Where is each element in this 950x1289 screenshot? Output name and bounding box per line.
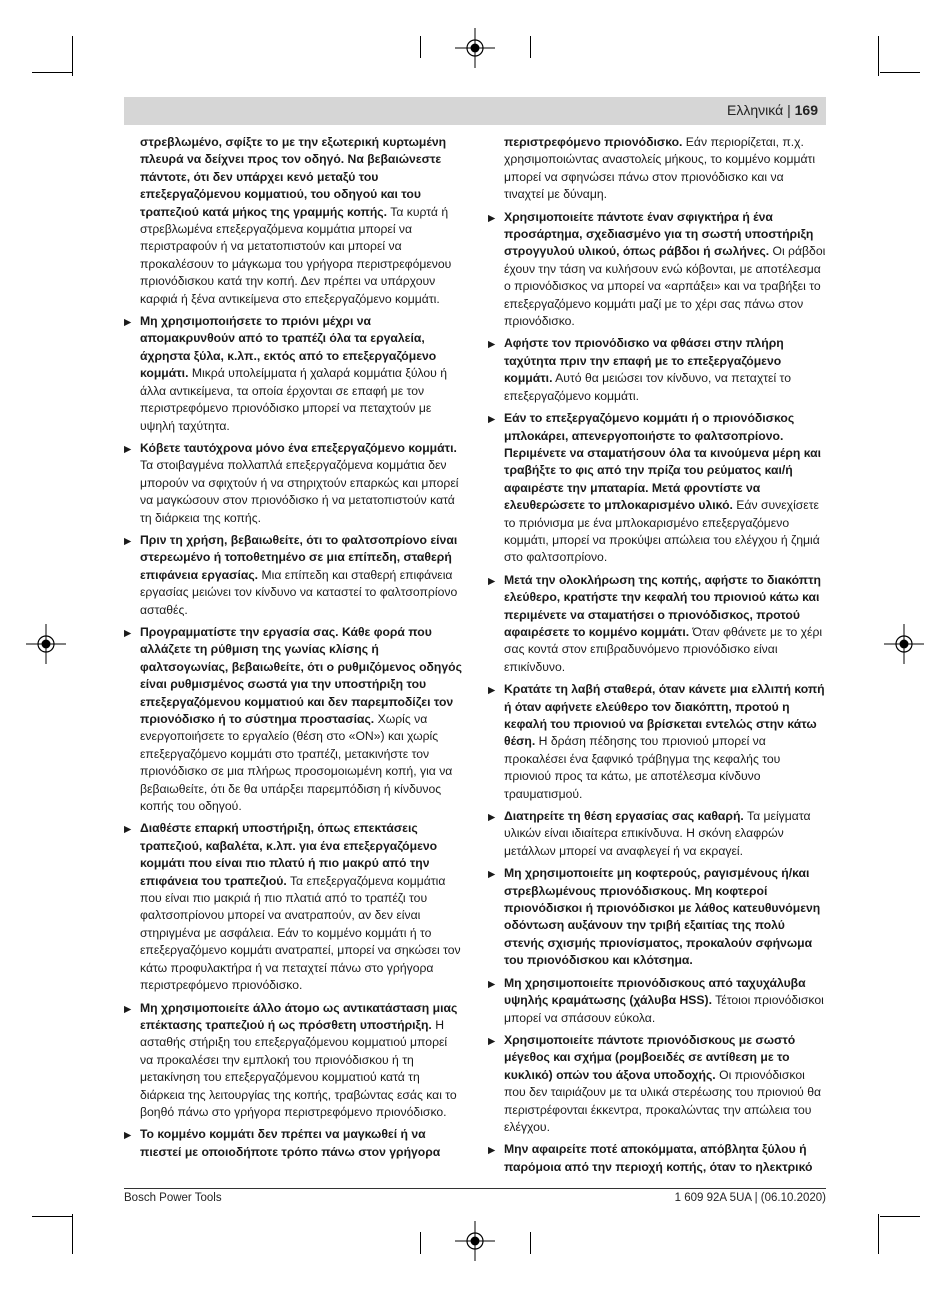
crop-mark-bottom-right-h xyxy=(880,1216,920,1217)
safety-instruction-item xyxy=(504,209,826,331)
instruction-explanation-text: Μια επίπεδη και σταθερή επιφάνεια εργασίας μειώνει τον κίνδυνο να καταστεί το φαλτσοπρίονο ασταθές. xyxy=(140,567,458,617)
instruction-bold-text: Χρησιμοποιείτε πάντοτε έναν σφιγκτήρα ή ένα προσάρτημα, σχεδιασμένο για τη σωστή υποστήριξη στρογγυλού υλικού, όπως ράβδοι ή σωλήνες. xyxy=(504,209,814,259)
safety-instruction-item xyxy=(504,681,826,803)
safety-instruction-continuation xyxy=(504,134,826,204)
instruction-bold-text: Μη χρησιμοποιείτε πριονόδισκους από ταχυχάλυβα υψηλής κραμάτωσης (χάλυβα HSS). xyxy=(504,975,806,1008)
instruction-bold-text: Εάν το επεξεργαζόμενο κομμάτι ή ο πριονόδισκος μπλοκάρει, απενεργοποιήστε το φαλτσοπρίονο. Περιμένετε να σταματήσουν όλα τα κινούμενα μέρη και τραβήξτε το φις από την πρίζα του ρεύματος και/ή αφαιρέστε την μπαταρία. Μετά φροντίστε να ελευθερώσετε το μπλοκαρισμένο υλικό. xyxy=(504,411,822,513)
instruction-bold-text: Κρατάτε τη λαβή σταθερά, όταν κάνετε μια ελλιπή κοπή ή όταν αφήνετε ελεύθερο τον διακόπτη, προτού η κεφαλή του πριονιού να βρίσκεται εντελώς στην κάτω θέση. xyxy=(504,682,825,749)
crop-mark-bottom-left-h xyxy=(32,1216,72,1217)
safety-instruction-item xyxy=(140,820,462,994)
instruction-bold-text: Διαθέστε επαρκή υποστήριξη, όπως επεκτάσεις τραπεζιού, καβαλέτα, κ.λπ. για ένα επεξεργαζόμενο κομμάτι που είναι πιο πλατύ ή πιο μακρύ από την επιφάνεια του τραπεζιού. xyxy=(140,821,438,888)
instruction-explanation-text: Μικρά υπολείμματα ή χαλαρά κομμάτια ξύλου ή άλλα αντικείμενα, τα οποία έρχονται σε επαφή με τον περιστρεφόμενο πριονόδισκο μπορεί να πεταχτούν με υψηλή ταχύτητα. xyxy=(140,366,448,433)
instruction-explanation-text: Η ασταθής στήριξη του επεξεργαζόμενου κομματιού μπορεί να προκαλέσει την εμπλοκή του πριονόδισκου ή τη μετακίνηση του επεξεργαζόμενου κομματιού κατά τη διάρκεια της λειτουργίας της κοπής, τραβώντας εσάς και το βοηθό πάνω στο γρήγορα περιστρεφόμενο πριονόδισκο. xyxy=(140,1017,457,1119)
instruction-explanation-text: Αυτό θα μειώσει τον κίνδυνο, να πεταχτεί το επεξεργαζόμενο κομμάτι. xyxy=(504,371,791,403)
crop-mark-bottom-center-v xyxy=(420,1232,421,1254)
safety-instruction-item xyxy=(504,1032,826,1136)
instruction-bold-text: Μη χρησιμοποιείτε άλλο άτομο ως αντικατάσταση μιας επέκτασης τραπεζιού ή ως πρόσθετη υποστήριξη. xyxy=(140,1000,458,1032)
instruction-bold-text: Μην αφαιρείτε ποτέ αποκόμματα, απόβλητα ξύλου ή παρόμοια από την περιοχή κοπής, όταν το ηλεκτρικό xyxy=(504,1142,813,1174)
safety-instruction-item xyxy=(504,975,826,1027)
header-separator: | xyxy=(787,102,791,118)
instruction-bold-text: Μη χρησιμοποιήσετε το πριόνι μέχρι να απομακρυνθούν από το τραπέζι όλα τα εργαλεία, άχρηστα ξύλα, κ.λπ., εκτός από το επεξεργαζόμενο κομμάτι. xyxy=(140,314,437,381)
instruction-explanation-text: Οι ράβδοι έχουν την τάση να κυλήσουν ενώ κόβονται, με αποτέλεσμα ο πριονόδισκος να μπορεί να «αρπάξει» και να τραβήξει το επεξεργαζόμενο κομμάτι μαζί με το χέρι σας πάνω στον πριονόδισκο. xyxy=(504,244,826,329)
crop-mark-bottom-left-v xyxy=(72,1214,73,1254)
right-column xyxy=(504,134,826,1181)
instruction-explanation-text: Εάν περιορίζεται, π.χ. χρησιμοποιώντας αναστολείς μήκους, το κομμένο κομμάτι μπορεί να σφηνώσει πάνω στον πριονόδισκο και να τιναχτεί με δύναμη. xyxy=(504,135,816,202)
instruction-explanation-text: Τα κυρτά ή στρεβλωμένα επεξεργαζόμενα κομμάτια μπορεί να περιστραφούν ή να μετατοπιστούν και μπορεί να προκαλέσουν το μάγκωμα του γρήγορα περιστρεφόμενου πριονόδισκου κατά την κοπή. Δεν πρέπει να υπάρχουν καρφιά ή ξένα αντικείμενα στο επεξεργαζόμενο κομμάτι. xyxy=(140,204,452,306)
registration-mark-left-icon xyxy=(26,624,66,664)
instruction-bold-text: στρεβλωμένο, σφίξτε το με την εξωτερική κυρτωμένη πλευρά να δείχνει προς τον οδηγό. Να βεβαιώνεστε πάντοτε, ότι δεν υπάρχει κενό μεταξύ του επεξεργαζόμενου κομματιού, του οδηγού και του τραπεζιού κατά μήκος της γραμμής κοπής. xyxy=(140,135,447,219)
safety-instruction-item xyxy=(140,1000,462,1122)
crop-mark-bottom-center-v2 xyxy=(530,1232,531,1254)
instruction-bold-text: Μη χρησιμοποιείτε μη κοφτερούς, ραγισμένους ή/και στρεβλωμένους πριονόδισκους. Μη κοφτεροί πριονόδισκοι ή πριονόδισκοι με λάθος κατευθυνόμενη οδόντωση αυξάνουν την τριβή εξαιτίας της πολύ στενής σχισμής πριονίσματος, προκαλούν σφήνωμα του πριονόδισκου και κλότσημα. xyxy=(504,866,821,968)
crop-mark-top-center-v2 xyxy=(530,36,531,58)
registration-mark-top-icon xyxy=(455,28,495,68)
safety-instruction-continuation xyxy=(140,134,462,308)
instruction-explanation-text: Τέτοιοι πριονόδισκοι μπορεί να σπάσουν εύκολα. xyxy=(504,993,824,1025)
header-language: Ελληνικά xyxy=(727,102,784,118)
instruction-explanation-text: Εάν συνεχίσετε το πριόνισμα με ένα μπλοκαρισμένο επεξεργαζόμενο κομμάτι, μπορεί να προκύψει απώλεια του ελέγχου ή ζημιά στο φαλτσοπρίονο. xyxy=(504,498,820,565)
footer-brand: Bosch Power Tools xyxy=(124,1192,222,1204)
safety-instruction-item xyxy=(140,440,462,527)
instruction-bold-text: Αφήστε τον πριονόδισκο να φθάσει στην πλήρη ταχύτητα πριν την επαφή με το επεξεργαζόμενο κομμάτι. xyxy=(504,336,784,386)
crop-mark-top-right-v xyxy=(878,36,879,76)
safety-instruction-item xyxy=(504,572,826,676)
instruction-explanation-text: Οι πριονόδισκοι που δεν ταιριάζουν με τα υλικά στερέωσης του πριονιού θα περιστρέφονται έκκεντρα, προκαλώντας την απώλεια του ελέγχου. xyxy=(504,1067,822,1134)
instruction-explanation-text: Τα επεξεργαζόμενα κομμάτια που είναι πιο μακριά ή πιο πλατιά από το τραπέζι του φαλτσοπρίονου μπορεί να ανατραπούν, αν δεν είναι στηριγμένα με ασφάλεια. Εάν το κομμένο κομμάτι ή το επεξεργαζόμενο κομμάτι ανατραπεί, μπορεί να σηκώσει τον κάτω προφυλακτήρα ή να πεταχτεί πάνω στο γρήγορα περιστρεφόμενο πριονόδισκο. xyxy=(140,873,461,993)
safety-instruction-item xyxy=(504,808,826,860)
instruction-bold-text: Το κομμένο κομμάτι δεν πρέπει να μαγκωθεί ή να πιεστεί με οποιοδήποτε τρόπο πάνω στον γρήγορα xyxy=(140,1127,441,1159)
instruction-explanation-text: Όταν φθάνετε με το χέρι σας κοντά στον επιβραδυνόμενο πριονόδισκο είναι επικίνδυνο. xyxy=(504,624,823,674)
registration-mark-bottom-icon xyxy=(455,1221,495,1261)
safety-instruction-item xyxy=(504,1141,826,1176)
instruction-bold-text: Διατηρείτε τη θέση εργασίας σας καθαρή. xyxy=(504,809,744,824)
instruction-explanation-text: Τα μείγματα υλικών είναι ιδιαίτερα επικίνδυνα. Η σκόνη ελαφρών μετάλλων μπορεί να αναφλεγεί ή να εκραγεί. xyxy=(504,809,811,858)
safety-instruction-item xyxy=(504,335,826,405)
page-header xyxy=(124,97,826,125)
instruction-bold-text: Μετά την ολοκλήρωση της κοπής, αφήστε το διακόπτη ελεύθερο, κρατήστε την κεφαλή του πριονιού κάτω και περιμένετε να σταματήσει ο πριονόδισκος, προτού αφαιρέσετε το κομμένο κομμάτι. xyxy=(504,572,822,639)
header-text xyxy=(727,102,818,118)
instruction-bold-text: Προγραμματίστε την εργασία σας. Κάθε φορά που αλλάζετε τη ρύθμιση της γωνίας κλίσης ή φαλτσογωνίας, βεβαιωθείτε, ότι ο ρυθμιζόμενος οδηγός είναι ρυθμισμένος σωστά για την υποστήριξη του επεξεργαζόμενου κομματιού και δεν παρεμποδίζει τον πριονόδισκο ή το σύστημα προστασίας. xyxy=(140,624,462,726)
left-column xyxy=(140,134,462,1166)
crop-mark-top-right-h xyxy=(880,72,920,73)
instruction-explanation-text: Χωρίς να ενεργοποιήσετε το εργαλείο (θέση στο «ON») και χωρίς επεξεργαζόμενο κομμάτι στο τραπέζι, μετακινήστε τον πριονόδισκο σε μια πλήρως προσομοιωμένη κοπή, για να βεβαιωθείτε, ότι δε θα υπάρξει παρεμπόδιση ή κίνδυνος κοπής του οδηγού. xyxy=(140,712,453,814)
registration-mark-right-icon xyxy=(884,624,924,664)
crop-mark-bottom-right-v xyxy=(878,1214,879,1254)
footer-doc-id: 1 609 92A 5UA | (06.10.2020) xyxy=(674,1192,826,1204)
crop-mark-top-left-v xyxy=(72,36,73,76)
footer-rule xyxy=(124,1188,826,1189)
safety-instruction-item xyxy=(140,313,462,435)
instruction-bold-text: Κόβετε ταυτόχρονα μόνο ένα επεξεργαζόμενο κομμάτι. xyxy=(140,440,457,455)
crop-mark-top-center-v xyxy=(420,36,421,58)
instruction-explanation-text: Τα στοιβαγμένα πολλαπλά επεξεργαζόμενα κομμάτια δεν μπορούν να σφιχτούν ή να στηριχτούν επαρκώς και μπορεί να μαγκώσουν στον πριονόδισκο ή να μετατοπιστούν κατά τη διάρκεια της κοπής. xyxy=(140,458,459,525)
safety-instruction-item xyxy=(140,1126,462,1161)
instruction-bold-text: περιστρεφόμενο πριονόδισκο. xyxy=(504,135,683,149)
safety-instruction-item xyxy=(504,865,826,969)
safety-instruction-item xyxy=(140,624,462,815)
instruction-bold-text: Πριν τη χρήση, βεβαιωθείτε, ότι το φαλτσοπρίονο είναι στερεωμένο ή τοποθετημένο σε μια επίπεδη, σταθερή επιφάνεια εργασίας. xyxy=(140,532,458,582)
safety-instruction-item xyxy=(140,532,462,619)
crop-mark-top-left-h xyxy=(32,72,72,73)
instruction-bold-text: Χρησιμοποιείτε πάντοτε πριονόδισκους με σωστό μέγεθος και σχήμα (ρομβοειδές σε αντίθεση με το κυκλικό) οπών του άξονα υποδοχής. xyxy=(504,1032,796,1082)
instruction-explanation-text: Η δράση πέδησης του πριονιού μπορεί να προκαλέσει ένα ξαφνικό τράβηγμα της κεφαλής του πριονιού προς τα κάτω, με αποτέλεσμα κίνδυνο τραυματισμού. xyxy=(504,734,781,801)
safety-instruction-item xyxy=(504,410,826,567)
page-number: 169 xyxy=(794,102,818,118)
